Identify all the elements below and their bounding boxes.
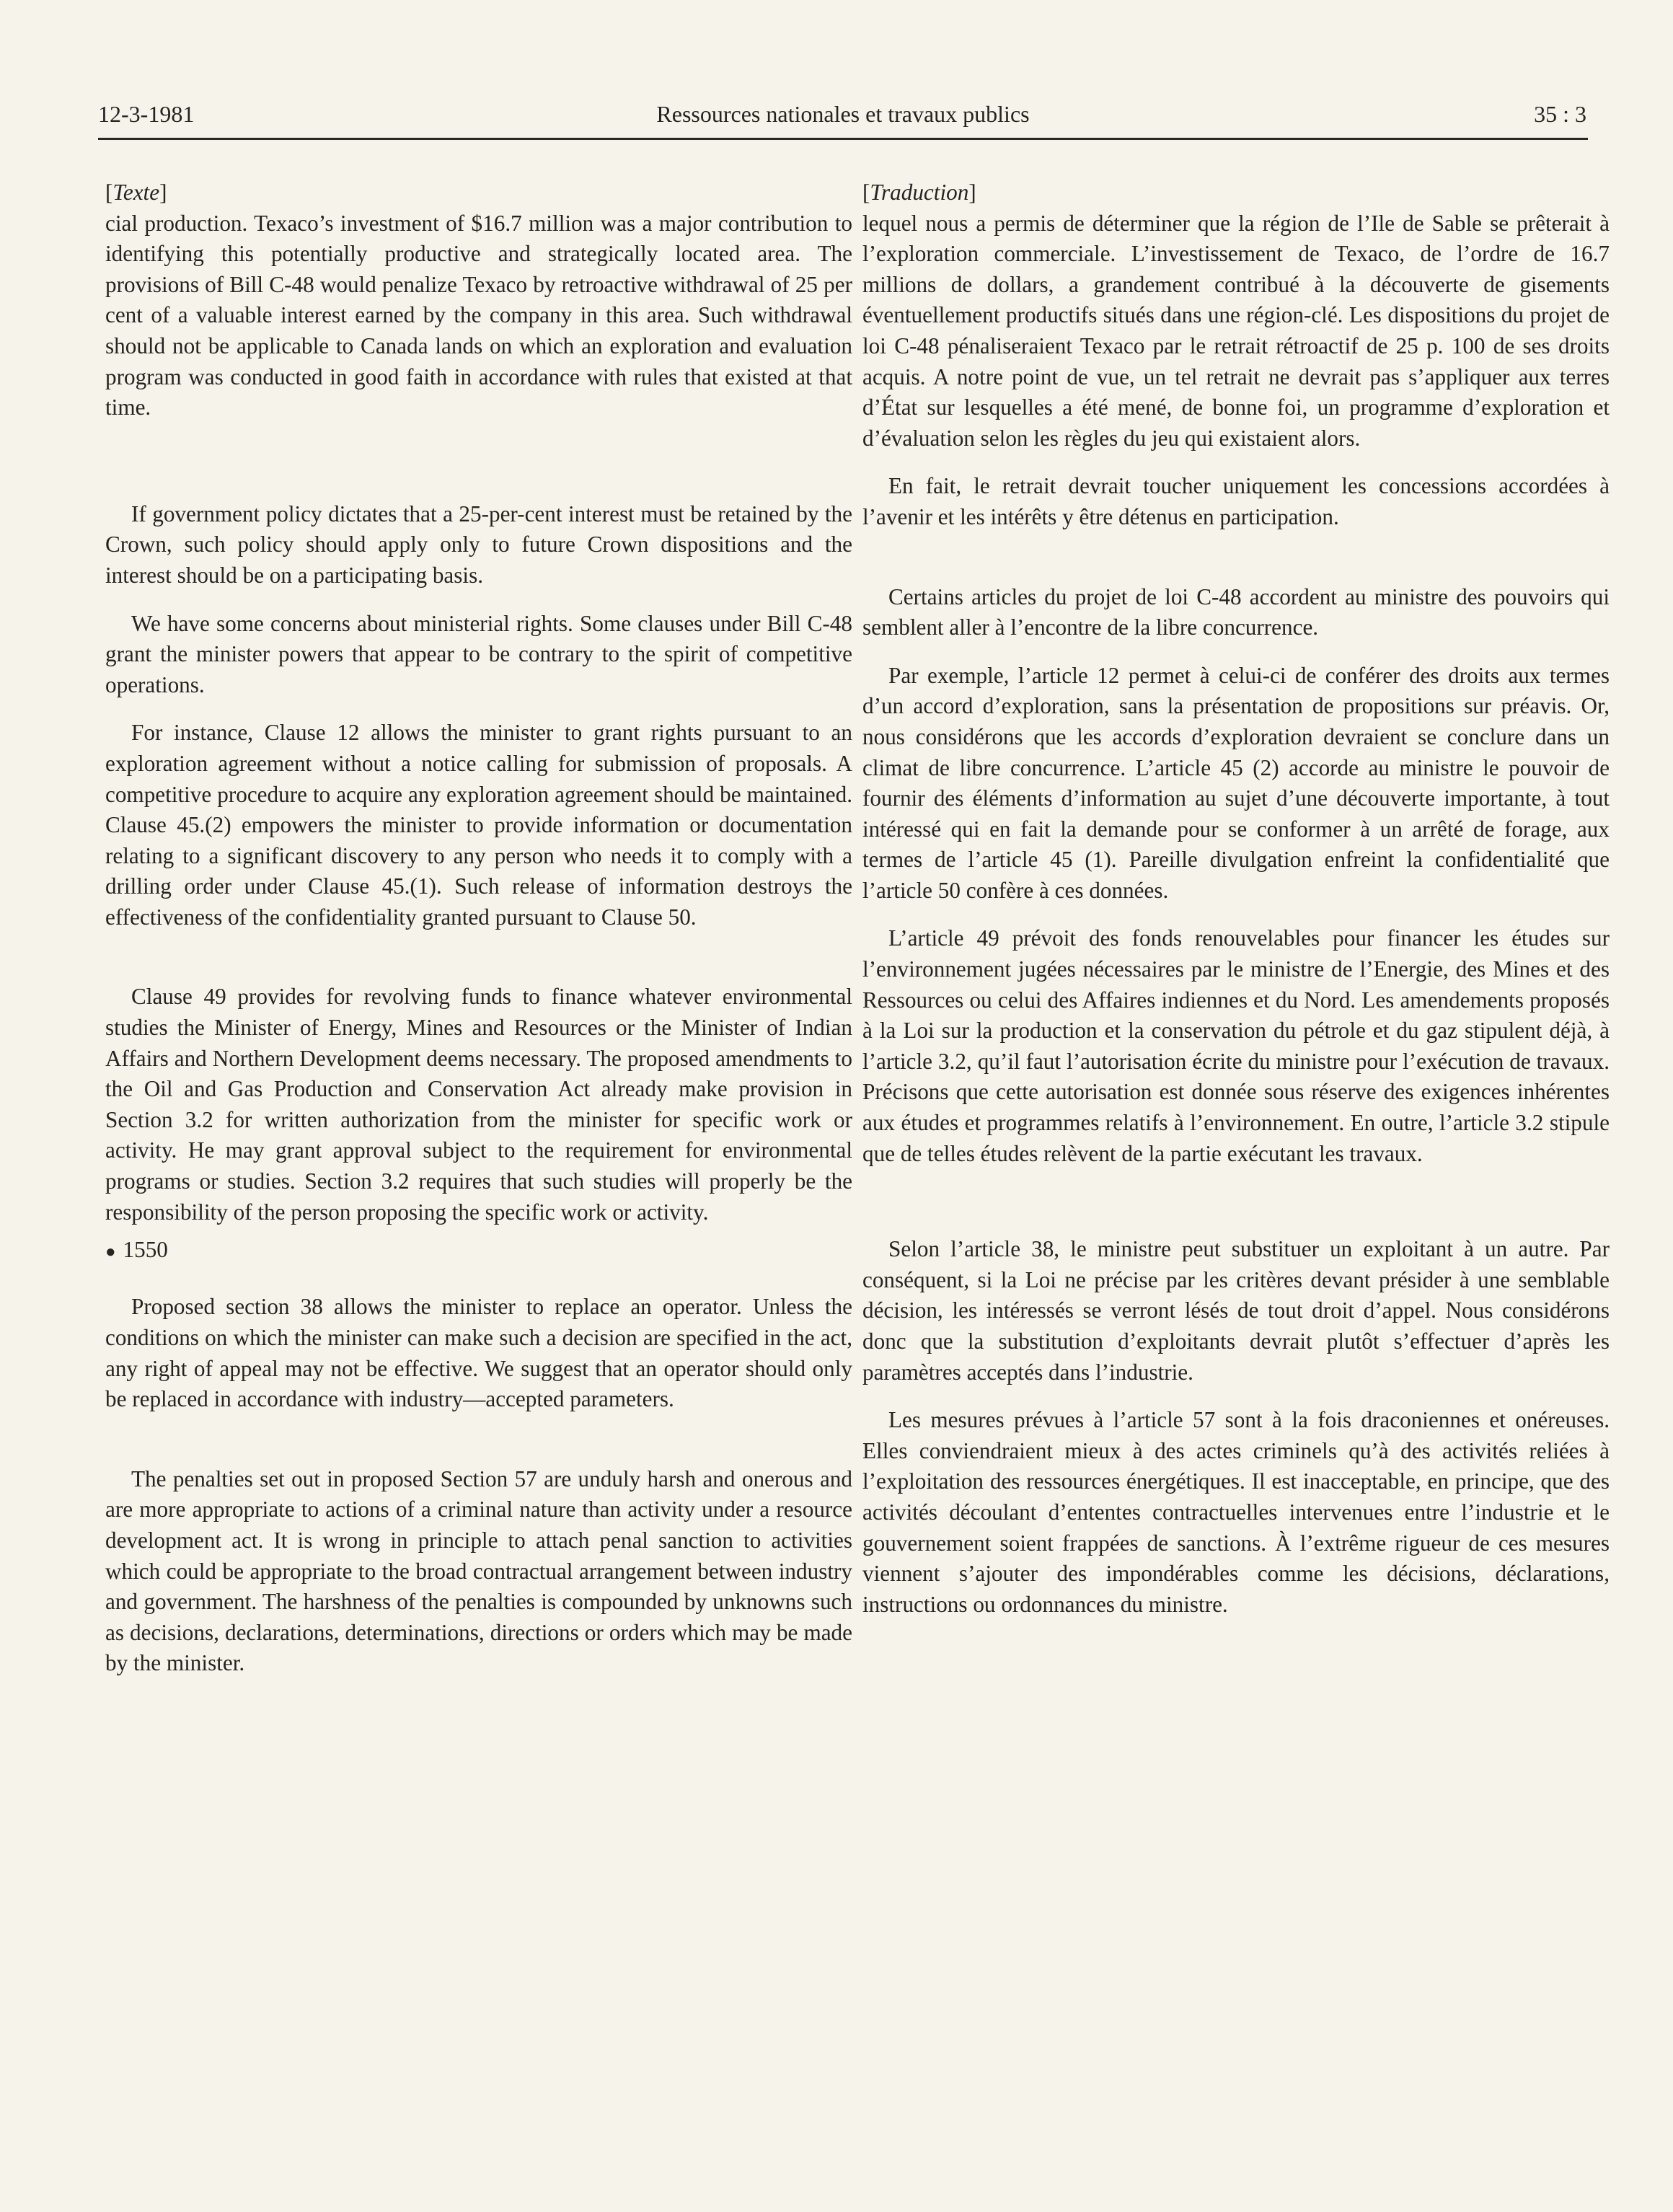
paragraph: If government policy dictates that a 25-per-cent interest must be retained by the Crown, such policy should apply only to future Crown dispositions and the interest should be on a participating basis. [105, 501, 852, 588]
english-column [105, 177, 852, 1679]
paragraph: Les mesures prévues à l’article 57 sont à la fois draconiennes et onéreuses. Elles conviendraient mieux à des actes criminels qu’à des activités reliées à l’exploitation des ressources énergétiques. Il est inacceptable, en principe, que des activités découlant d’ententes contractuelles intervenues entre l’industrie et le gouvernement soient frappées de sanctions. À l’extrême rigueur de ces mesures viennent s’ajouter des impondérables comme les décisions, déclarations, instructions ou ordonnances du ministre. [862, 1407, 1610, 1617]
header-page-number: 35 : 3 [1534, 101, 1586, 127]
time-marker: ● 1550 [105, 1237, 168, 1263]
header-title: Ressources nationales et travaux publics [656, 101, 1030, 127]
paragraph: The penalties set out in proposed Section 57 are unduly harsh and onerous and are more appropriate to actions of a criminal nature than activity under a resource development act. It is wrong in principle to attach penal sanction to activities which could be appropriate to the broad contractual arrangement between industry and government. The harshness of the penalties is compounded by unknowns such as decisions, declarations, determinations, directions or orders which may be made by the minister. [105, 1466, 852, 1676]
header-date: 12-3-1981 [98, 101, 195, 127]
paragraph: En fait, le retrait devrait toucher uniquement les concessions accordées à l’avenir et les intérêts y être détenus en participation. [862, 473, 1610, 529]
paragraph: We have some concerns about ministerial rights. Some clauses under Bill C-48 grant the minister powers that appear to be contrary to the spirit of competitive operations. [105, 610, 852, 697]
french-column [862, 177, 1610, 1620]
paragraph: Clause 49 provides for revolving funds to finance whatever environmental studies the Minister of Energy, Mines and Resources or the Minister of Indian Affairs and Northern Development deems necessary. The proposed amendments to the Oil and Gas Production and Conservation Act already make provision in Section 3.2 for written authorization from the minister for specific work or activity. He may grant approval subject to the requirement for environmental programs or studies. Section 3.2 requires that such studies will properly be the responsibility of the person proposing the specific work or activity. [105, 984, 852, 1225]
column-label-traduction: [Traduction] [862, 180, 976, 205]
paragraph: L’article 49 prévoit des fonds renouvelables pour financer les études sur l’environnement jugées nécessaires par le ministre de l’Energie, des Mines et des Ressources ou celui des Affaires indiennes et du Nord. Les amendements proposés à la Loi sur la production et la conservation du pétrole et du gaz stipulent déjà, à l’article 3.2, qu’il faut l’autorisation écrite du ministre pour l’exécution de travaux. Précisons que cette autorisation est donnée sous réserve des exigences inhérentes aux études et programmes relatifs à l’environnement. En outre, l’article 3.2 stipule que de telles études relèvent de la partie exécutant les travaux. [862, 925, 1610, 1166]
paragraph: Proposed section 38 allows the minister to replace an operator. Unless the conditions on which the minister can make such a decision are specified in the act, any right of appeal may not be effective. We suggest that an operator should only be replaced in accordance with industry—accepted parameters. [105, 1294, 852, 1412]
column-label-texte: [Texte] [105, 180, 167, 205]
paragraph: lequel nous a permis de déterminer que la région de l’Ile de Sable se prêterait à l’exploration commerciale. L’investissement de Texaco, de l’ordre de 16.7 millions de dollars, a grandement contribué à la découverte de gisements éventuellement productifs situés dans une région-clé. Les dispositions du projet de loi C-48 pénaliseraient Texaco par le retrait rétroactif de 25 p. 100 de ses droits acquis. A notre point de vue, un tel retrait ne devrait pas s’appliquer aux terres d’État sur lesquelles a été mené, de bonne foi, un programme d’exploration et d’évaluation selon les règles du jeu qui existaient alors. [862, 210, 1610, 451]
paragraph: For instance, Clause 12 allows the minister to grant rights pursuant to an exploration agreement without a notice calling for submission of proposals. A competitive procedure to acquire any exploration agreement should be maintained. Clause 45.(2) empowers the minister to provide information or documentation relating to a significant discovery to any person who needs it to comply with a drilling order under Clause 45.(1). Such release of information destroys the effectiveness of the confidentiality granted pursuant to Clause 50. [105, 720, 852, 930]
paragraph: Par exemple, l’article 12 permet à celui-ci de conférer des droits aux termes d’un accord d’exploration, sans la présentation de propositions sur préavis. Or, nous considérons que les accords d’exploration devraient se conclure dans un climat de libre concurrence. L’article 45 (2) accorde au ministre le pouvoir de fournir des éléments d’information au sujet d’une découverte importante, à tout intéressé qui en fait la demande pour se conformer à un arrêté de forage, aux termes de l’article 45 (1). Pareille divulgation enfreint la confidentialité que l’article 50 confère à ces données. [862, 662, 1610, 903]
header-rule [98, 138, 1588, 140]
page-header [98, 101, 1588, 134]
paragraph: Certains articles du projet de loi C-48 accordent au ministre des pouvoirs qui semblent aller à l’encontre de la libre concurrence. [862, 583, 1610, 640]
paragraph: Selon l’article 38, le ministre peut substituer un exploitant à un autre. Par conséquent, si la Loi ne précise par les critères devant présider à une semblable décision, les intéressés se verront lésés de tout droit d’appel. Nous considérons donc que la substitution d’exploitants devrait plutôt s’effectuer d’après les paramètres acceptés dans l’industrie. [862, 1236, 1610, 1385]
paragraph: cial production. Texaco’s investment of $16.7 million was a major contribution to identifying this potentially productive and strategically located area. The provisions of Bill C-48 would penalize Texaco by retroactive withdrawal of 25 per cent of a valuable interest earned by the company in this area. Such withdrawal should not be applicable to Canada lands on which an exploration and evaluation program was conducted in good faith in accordance with rules that existed at that time. [105, 210, 852, 420]
